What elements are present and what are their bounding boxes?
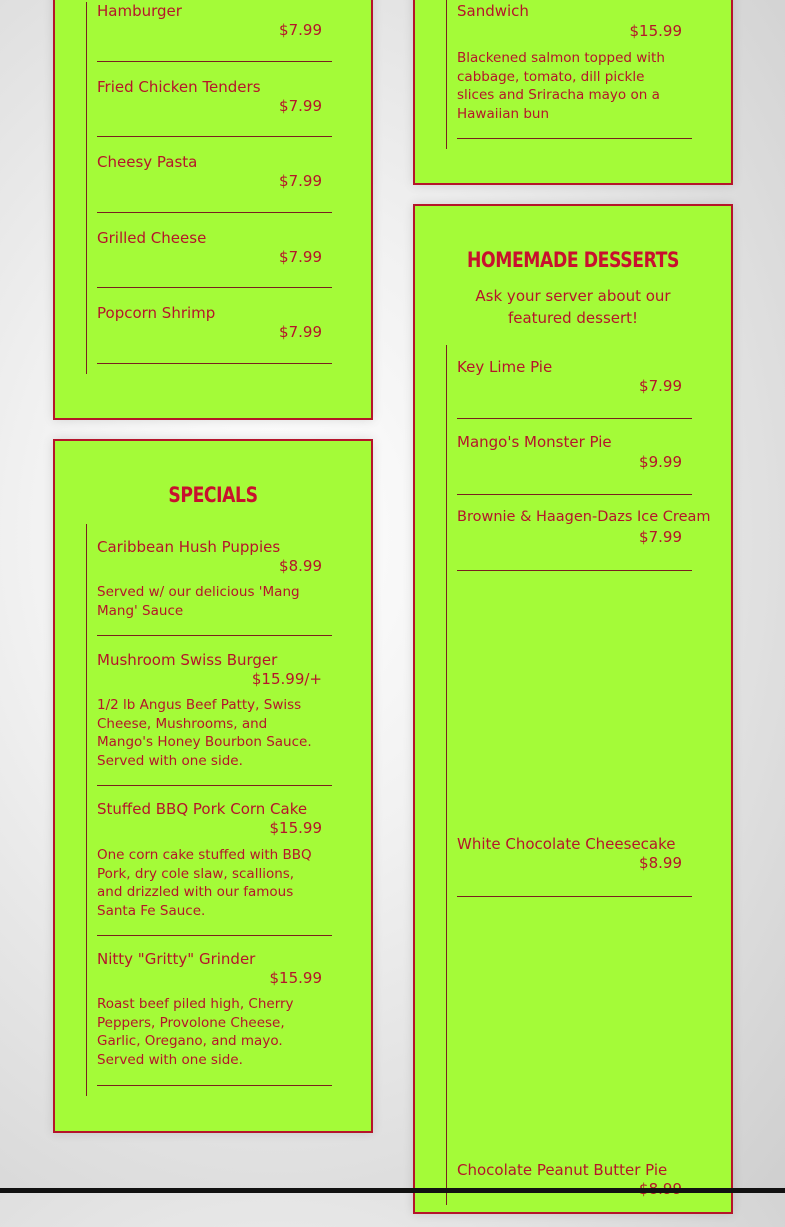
menu-item (97, 786, 332, 936)
section-subtitle: Ask your server about our featured dessert! (475, 287, 671, 327)
item-name: Key Lime Pie (457, 358, 553, 376)
menu-item (97, 213, 332, 288)
item-name: Fried Chicken Tenders (97, 78, 261, 96)
bottom-bar (0, 1188, 785, 1193)
item-name: Hamburger (97, 2, 182, 20)
item-name: Stuffed BBQ Pork Corn Cake (97, 800, 308, 818)
specials-list (86, 524, 337, 1096)
item-price: $7.99 (279, 248, 322, 266)
menu-item (457, 495, 711, 571)
item-name: Grilled Cheese (97, 229, 207, 247)
menu-item (457, 571, 692, 897)
item-name: White Chocolate Cheesecake (457, 835, 676, 853)
menu-item (97, 288, 332, 364)
item-price: $7.99 (279, 97, 322, 115)
section-title: HOMEMADE DESSERTS (467, 248, 679, 272)
item-price: $8.99 (279, 557, 322, 575)
item-price: $8.99 (639, 854, 682, 872)
item-description: 1/2 lb Angus Beef Patty, Swiss Cheese, Mushrooms, and Mango's Honey Bourbon Sauce. Served with one side. (97, 697, 312, 769)
item-price: $7.99 (279, 323, 322, 341)
item-price: $9.99 (639, 453, 682, 471)
menu-item (97, 137, 332, 213)
item-description: Roast beef piled high, Cherry Peppers, Provolone Cheese, Garlic, Oregano, and mayo. Served with one side. (97, 996, 294, 1068)
kids-menu-list (86, 2, 337, 374)
menu-item (457, 419, 692, 495)
item-name: Nitty "Gritty" Grinder (97, 950, 256, 968)
item-name: Popcorn Shrimp (97, 304, 216, 322)
desserts-panel (413, 204, 733, 1214)
item-name: Cheesy Pasta (97, 153, 198, 171)
item-price: $7.99 (639, 528, 682, 546)
item-name: Caribbean Hush Puppies (97, 538, 281, 556)
sandwich-panel (413, 0, 733, 185)
item-price: $15.99 (269, 969, 322, 987)
specials-panel (53, 439, 373, 1133)
menu-item (97, 636, 332, 786)
desserts-list (446, 345, 711, 1205)
item-name: Mango's Monster Pie (457, 433, 612, 451)
menu-item (97, 936, 332, 1086)
item-price: $15.99 (629, 22, 682, 40)
item-name: Brownie & Haagen-Dazs Ice Cream (457, 509, 711, 525)
menu-item (457, 345, 692, 419)
item-name: Mushroom Swiss Burger (97, 651, 278, 669)
item-price: $15.99 (269, 819, 322, 837)
kids-menu-panel (53, 0, 373, 420)
item-price: $7.99 (279, 21, 322, 39)
menu-item (97, 62, 332, 137)
menu-item (97, 524, 332, 636)
section-title: SPECIALS (168, 483, 258, 507)
sandwich-list (446, 0, 697, 149)
item-price: $7.99 (639, 377, 682, 395)
item-description: Blackened salmon topped with cabbage, tomato, dill pickle slices and Sriracha mayo on a Hawaiian bun (457, 50, 665, 122)
menu-item (457, 0, 692, 139)
item-price: $7.99 (279, 172, 322, 190)
item-name: Sandwich (457, 2, 529, 20)
item-price: $15.99/+ (251, 670, 322, 688)
item-name: Chocolate Peanut Butter Pie (457, 1161, 668, 1179)
item-description: Served w/ our delicious 'Mang Mang' Sauce (97, 584, 300, 619)
item-description: One corn cake stuffed with BBQ Pork, dry cole slaw, scallions, and drizzled with our famous Santa Fe Sauce. (97, 847, 312, 919)
menu-item (97, 2, 332, 62)
menu-item (457, 897, 692, 1227)
